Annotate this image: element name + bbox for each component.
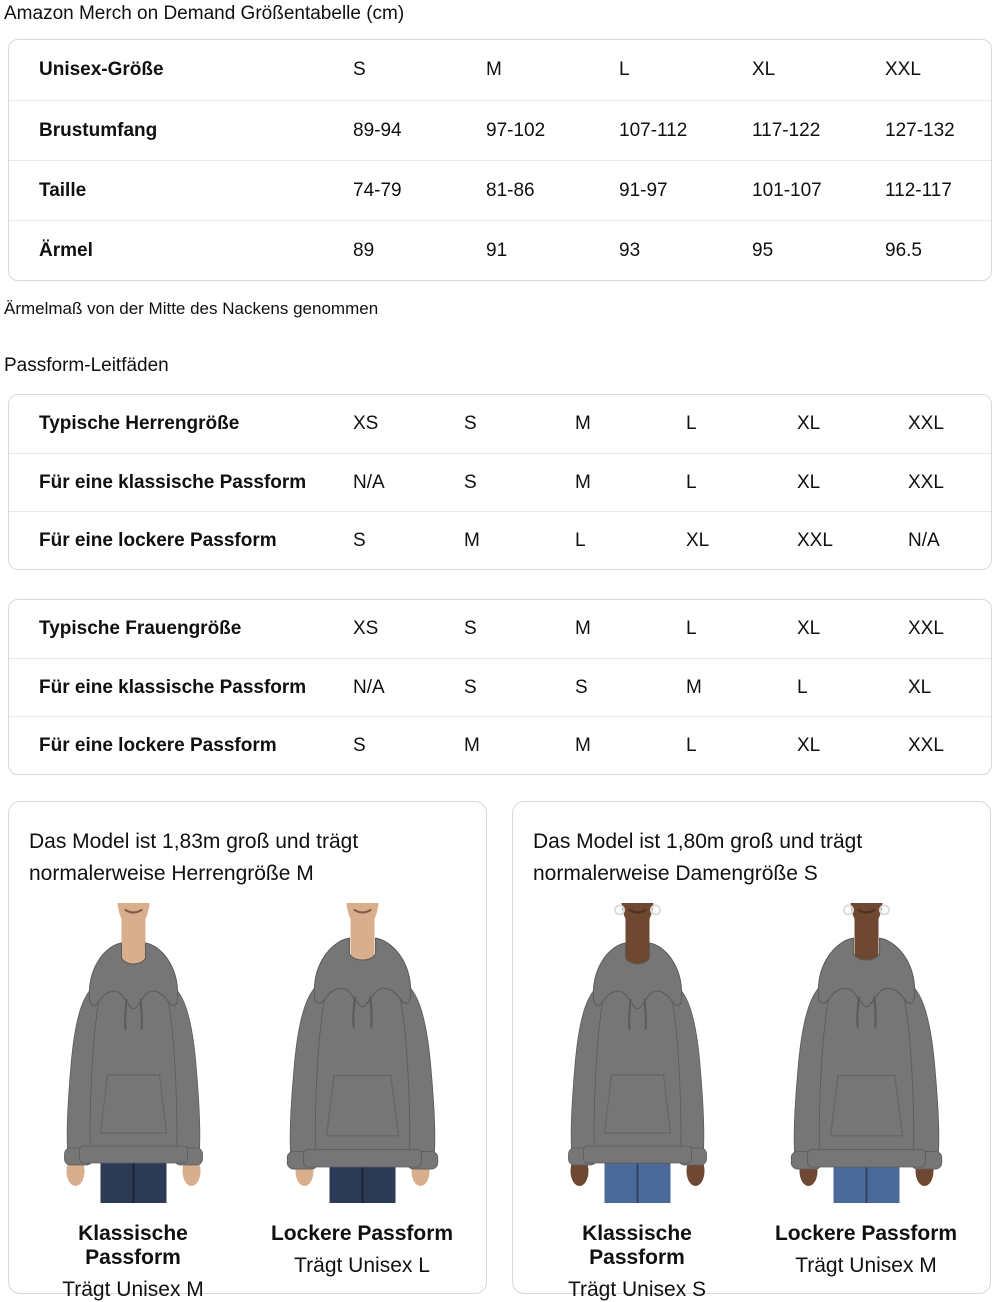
- table-cell: XL: [797, 734, 821, 756]
- fit-caption: Klassische Passform: [78, 1222, 188, 1269]
- table-cell: N/A: [353, 471, 385, 493]
- row-label: Für eine lockere Passform: [39, 734, 277, 756]
- table-cell: S: [353, 529, 366, 551]
- table-cell: 91-97: [619, 179, 668, 201]
- womens-loose-fit-model-image: [764, 903, 969, 1203]
- table-row: [9, 453, 991, 511]
- fit-caption: Klassische Passform: [582, 1222, 692, 1269]
- table-cell: 95: [752, 239, 774, 261]
- row-label: Für eine klassische Passform: [39, 471, 307, 493]
- table-cell: L: [686, 413, 697, 434]
- table-row: [9, 600, 991, 658]
- table-cell: S: [353, 734, 366, 756]
- size-caption: Trägt Unisex S: [567, 1278, 707, 1301]
- table-cell: M: [686, 676, 702, 698]
- mens-loose-fit-model-image: [260, 903, 465, 1203]
- row-label: Ärmel: [39, 239, 93, 261]
- table-cell: S: [464, 413, 477, 434]
- table-cell: S: [353, 59, 366, 80]
- table-cell: XS: [353, 618, 379, 639]
- table-cell: 97-102: [486, 119, 546, 141]
- table-cell: M: [486, 59, 502, 80]
- size-caption: Trägt Unisex L: [294, 1254, 430, 1277]
- row-label: Typische Frauengröße: [39, 618, 242, 639]
- row-label: Brustumfang: [39, 119, 158, 141]
- table-cell: XXL: [908, 413, 944, 434]
- table-cell: S: [464, 471, 477, 493]
- table-cell: 127-132: [885, 119, 955, 141]
- table-row: [9, 716, 991, 774]
- figure-block: [259, 903, 466, 1302]
- table-cell: M: [464, 529, 480, 551]
- table-cell: 93: [619, 239, 641, 261]
- model-description: Das Model ist 1,80m groß und trägt normalerweise Damengröße S: [533, 830, 863, 885]
- figure-block: [534, 903, 741, 1302]
- table-cell: 89: [353, 239, 375, 261]
- fit-caption: Lockere Passform: [774, 1222, 958, 1245]
- table-cell: 117-122: [752, 119, 821, 141]
- table-cell: L: [619, 59, 630, 80]
- table-cell: 101-107: [752, 179, 822, 201]
- table-cell: L: [797, 676, 808, 698]
- table-cell: XXL: [797, 529, 833, 551]
- table-cell: M: [575, 618, 591, 639]
- table-cell: L: [575, 529, 586, 551]
- table-row: [9, 511, 991, 569]
- table-cell: S: [464, 676, 477, 698]
- table-cell: M: [575, 413, 591, 434]
- table-cell: 74-79: [353, 179, 402, 201]
- table-row: [9, 100, 991, 160]
- womens-fit-table: [8, 599, 992, 775]
- size-caption: Trägt Unisex M: [62, 1278, 204, 1301]
- table-cell: XS: [353, 413, 379, 434]
- womens-model-card: [512, 801, 991, 1301]
- page-title: Amazon Merch on Demand Größentabelle (cm): [4, 3, 405, 24]
- figure-block: [30, 903, 237, 1302]
- table-cell: XL: [908, 676, 932, 698]
- fit-guides-heading: Passform-Leitfäden: [4, 355, 169, 376]
- figures-row: [533, 903, 970, 1302]
- table-cell: XL: [686, 529, 710, 551]
- table-cell: L: [686, 734, 697, 756]
- table-cell: N/A: [353, 676, 385, 698]
- table-row: [9, 40, 991, 100]
- mens-fit-table: [8, 394, 992, 570]
- row-label: Taille: [39, 179, 87, 201]
- table-cell: S: [575, 676, 588, 698]
- table-cell: XXL: [908, 618, 944, 639]
- row-label: Unisex-Größe: [39, 59, 164, 80]
- table-cell: 96.5: [885, 239, 922, 261]
- table-row: [9, 160, 991, 220]
- table-cell: XXL: [908, 734, 944, 756]
- womens-classic-fit-model-image: [535, 903, 740, 1203]
- figures-row: [29, 903, 466, 1302]
- table-cell: M: [464, 734, 480, 756]
- fit-caption: Lockere Passform: [270, 1222, 454, 1245]
- table-cell: M: [575, 734, 591, 756]
- table-row: [9, 220, 991, 280]
- table-cell: 107-112: [619, 119, 688, 141]
- table-cell: XL: [797, 413, 821, 434]
- table-cell: 112-117: [885, 179, 952, 201]
- table-cell: 89-94: [353, 119, 402, 141]
- row-label: Typische Herrengröße: [39, 413, 240, 434]
- row-label: Für eine klassische Passform: [39, 676, 307, 698]
- table-cell: N/A: [908, 529, 940, 551]
- table-cell: XXL: [885, 59, 921, 80]
- table-cell: 91: [486, 239, 508, 261]
- table-cell: XL: [797, 618, 821, 639]
- unisex-size-table: [8, 39, 992, 281]
- figure-block: [763, 903, 970, 1302]
- table-cell: XXL: [908, 471, 944, 493]
- model-description: Das Model ist 1,83m groß und trägt normalerweise Herrengröße M: [29, 830, 359, 885]
- model-cards-row: [8, 801, 992, 1301]
- size-caption: Trägt Unisex M: [795, 1254, 937, 1277]
- table-cell: L: [686, 471, 697, 493]
- table-row: [9, 395, 991, 453]
- mens-classic-fit-model-image: [31, 903, 236, 1203]
- table-cell: XL: [752, 59, 776, 80]
- row-label: Für eine lockere Passform: [39, 529, 277, 551]
- table-cell: M: [575, 471, 591, 493]
- sleeve-measure-note: Ärmelmaß von der Mitte des Nackens genommen: [4, 299, 379, 318]
- table-cell: S: [464, 618, 477, 639]
- table-cell: XL: [797, 471, 821, 493]
- table-row: [9, 658, 991, 716]
- table-cell: L: [686, 618, 697, 639]
- mens-model-card: [8, 801, 487, 1301]
- table-cell: 81-86: [486, 179, 535, 201]
